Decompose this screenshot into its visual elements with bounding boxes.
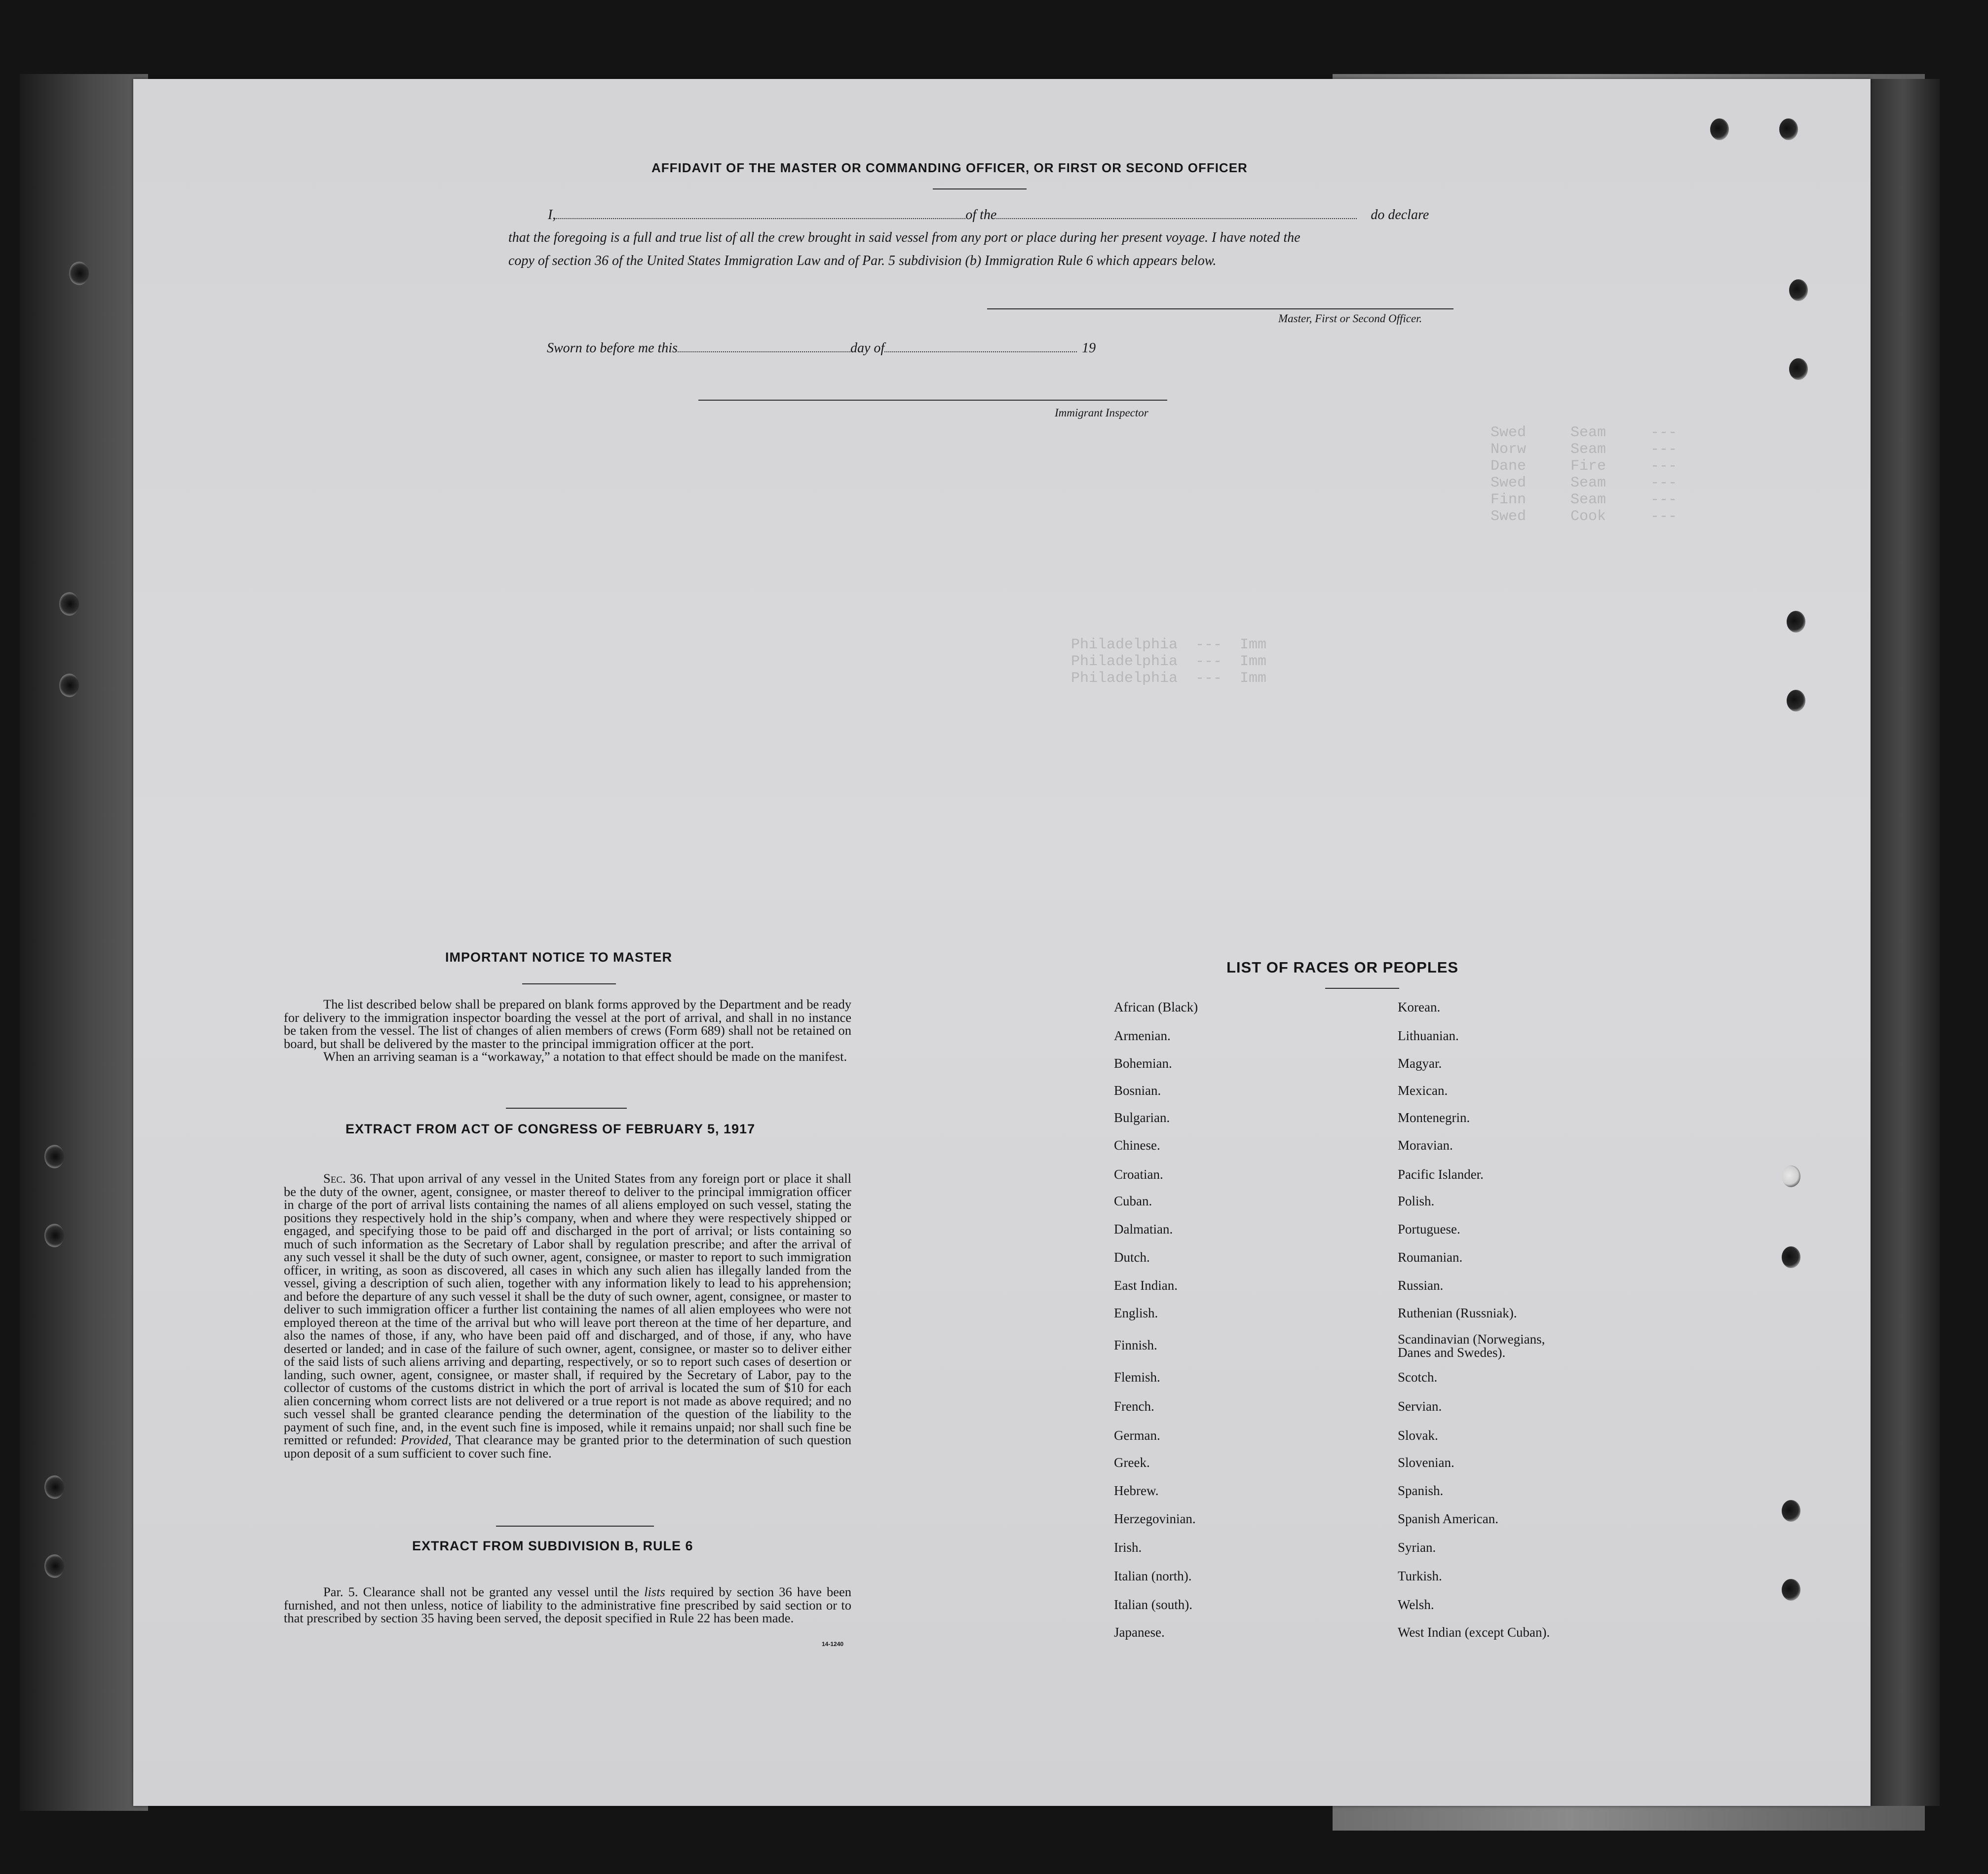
race-entry: African (Black)	[1114, 1000, 1198, 1014]
par-5-text-b: required by section 36 have been furnished, and not then unless, notice of liability to the administrative fine prescribed by said section or to that prescribed by section 35 having been served, the deposit specified in Rule 22 has been made.	[284, 1584, 852, 1625]
punch-hole	[44, 1475, 64, 1499]
race-entry: Bosnian.	[1114, 1083, 1161, 1098]
left-binding-edge	[20, 74, 148, 1811]
scanner-edge-strip	[1866, 79, 1940, 1806]
race-entry: Servian.	[1398, 1399, 1442, 1414]
race-entry: Herzegovinian.	[1114, 1511, 1196, 1526]
race-entry: Spanish American.	[1398, 1511, 1498, 1526]
lists-word: lists	[644, 1584, 665, 1599]
section-36-main: That upon arrival of any vessel in the United States from any foreign port or place it shall be the duty of the owner, agent, consignee, or master thereof to deliver to the principal immigration officer in charge of the port of arrival lists containing the names of all aliens employed on such vessel, stating the positions they respectively hold in the ship’s company, when and where they were respectively shipped or engaged, and specifying those to be paid off and discharged in the port of arrival; or lists containing so much of such information as the Secretary of Labor shall by regulation prescribe; and after the arrival of any such vessel it shall be the duty of such owner, agent, consignee, or master to report to such immigration officer, in writing, as soon as discovered, all cases in which any such alien has illegally landed from the vessel, giving a description of such alien, together with any information likely to lead to his apprehension; and before the departure of any such vessel it shall be the duty of such owner, agent, consignee, or master to deliver to such immigration officer a further list containing the names of all alien employees who were not employed thereon at the time of the arrival but who will leave port thereon at the time of her departure, and also the names of those, if any, who have been paid off and discharged, and of those, if any, who have deserted or landed; and in case of the failure of such owner, agent, consignee, or master so to deliver either of the said lists of such aliens arriving and departing, respectively, or so to report such cases of desertion or landing, such owner, agent, consignee, or master shall, if required by the Secretary of Labor, pay to the collector of customs of the customs district in which the port of arrival is located the sum of $10 for each alien concerning whom correct lists are not delivered or a true report is not made as above required; and no such vessel shall be granted clearance pending the determination of the question of the liability to the payment of such fine, and, in the event such fine is imposed, while it remains unpaid; nor shall such fine be remitted or refunded:	[284, 1171, 851, 1447]
race-entry: German.	[1114, 1428, 1160, 1443]
section-36-text	[284, 1172, 851, 1460]
divider	[933, 188, 1027, 189]
race-entry: Polish.	[1398, 1194, 1435, 1208]
race-entry: Syrian.	[1398, 1540, 1436, 1555]
provided-label: Provided,	[400, 1432, 452, 1447]
race-entry: Armenian.	[1114, 1028, 1171, 1043]
race-entry: Russian.	[1398, 1278, 1444, 1293]
race-entry: Dalmatian.	[1114, 1222, 1173, 1237]
race-entry: East Indian.	[1114, 1278, 1178, 1293]
punch-hole	[1710, 118, 1729, 140]
affidavit-line-1	[548, 207, 1471, 223]
race-entry: Turkish.	[1398, 1569, 1442, 1583]
race-entry: Slovenian.	[1398, 1455, 1454, 1470]
sec-label: Sec. 36.	[323, 1171, 366, 1186]
race-entry: Welsh.	[1398, 1597, 1434, 1612]
year-label: 19	[1082, 340, 1096, 356]
race-entry: Croatian.	[1114, 1167, 1163, 1182]
race-entry: Roumanian.	[1398, 1250, 1463, 1265]
rule-extract-body	[284, 1585, 851, 1625]
divider	[506, 1108, 627, 1109]
punch-hole	[1779, 118, 1798, 140]
race-entry: French.	[1114, 1399, 1154, 1414]
punch-hole	[44, 1145, 64, 1168]
race-entry: Greek.	[1114, 1455, 1150, 1470]
punch-hole	[1789, 279, 1808, 301]
race-entry: Irish.	[1114, 1540, 1142, 1555]
notice-title: IMPORTANT NOTICE TO MASTER	[445, 950, 672, 965]
race-entry: Hebrew.	[1114, 1483, 1159, 1498]
inspector-caption: Immigrant Inspector	[1055, 407, 1148, 419]
race-entry: Portuguese.	[1398, 1222, 1460, 1237]
race-entry: Cuban.	[1114, 1194, 1152, 1208]
signature-caption: Master, First or Second Officer.	[1278, 312, 1422, 325]
act-extract-body	[284, 1172, 851, 1460]
race-entry: Spanish.	[1398, 1483, 1444, 1498]
bleed-through-text: Philadelphia --- Imm Philadelphia --- Imm Philadelphia --- Imm	[1071, 637, 1267, 687]
race-entry: Italian (south).	[1114, 1597, 1192, 1612]
race-entry: Finnish.	[1114, 1338, 1157, 1352]
punch-hole	[69, 262, 89, 285]
race-entry: Montenegrin.	[1398, 1110, 1470, 1125]
affidavit-line-2: that the foregoing is a full and true list of all the crew brought in said vessel from any port or place during her present voyage. I have noted the	[508, 230, 1300, 245]
race-entry: Japanese.	[1114, 1625, 1165, 1640]
race-entry: Bulgarian.	[1114, 1110, 1170, 1125]
sworn-line	[547, 340, 1188, 356]
race-entry: Bohemian.	[1114, 1056, 1172, 1071]
race-entry: Korean.	[1398, 1000, 1441, 1014]
par-5-text	[284, 1585, 851, 1625]
sworn-day-field[interactable]	[678, 351, 850, 352]
declare-label: do declare	[1371, 207, 1429, 223]
race-entry: Moravian.	[1398, 1138, 1453, 1153]
day-of-label: day of	[850, 340, 885, 356]
punch-hole	[1789, 358, 1808, 380]
sworn-month-field[interactable]	[884, 351, 1077, 352]
affidavit-line-3: copy of section 36 of the United States Immigration Law and of Par. 5 subdivision (b) Immigration Rule 6 which appears below.	[508, 253, 1217, 268]
sworn-label: Sworn to before me this	[547, 340, 678, 356]
race-entry: Lithuanian.	[1398, 1028, 1459, 1043]
name-field[interactable]	[556, 218, 965, 219]
bleed-through-text: Swed Seam --- Norw Seam --- Dane Fire --- Swed Seam --- Finn Seam --- Swed Cook ---	[1491, 424, 1678, 525]
affidavit-title: AFFIDAVIT OF THE MASTER OR COMMANDING OFFICER, OR FIRST OR SECOND OFFICER	[651, 160, 1248, 175]
i-label: I,	[548, 207, 556, 223]
punch-hole	[1787, 611, 1805, 633]
punch-hole	[1782, 1246, 1800, 1268]
divider	[522, 983, 616, 984]
punch-hole	[44, 1224, 64, 1247]
race-entry: Magyar.	[1398, 1056, 1442, 1071]
punch-hole	[1782, 1500, 1800, 1522]
inspector-signature-line[interactable]	[698, 400, 1167, 401]
divider	[1325, 988, 1399, 989]
race-entry: English.	[1114, 1306, 1158, 1320]
punch-hole	[59, 592, 79, 616]
signature-line[interactable]	[987, 308, 1453, 309]
punch-hole	[1782, 1165, 1800, 1187]
race-entry: Scotch.	[1398, 1370, 1438, 1385]
races-title: LIST OF RACES OR PEOPLES	[1226, 959, 1459, 976]
punch-hole	[44, 1554, 64, 1578]
divider	[496, 1526, 654, 1527]
punch-hole	[1787, 690, 1805, 712]
race-entry: Dutch.	[1114, 1250, 1150, 1265]
rule-extract-title: EXTRACT FROM SUBDIVISION B, RULE 6	[412, 1538, 693, 1553]
race-entry: Ruthenian (Russniak).	[1398, 1306, 1517, 1320]
form-number: 14-1240	[822, 1641, 844, 1648]
of-the-label: of the	[965, 207, 997, 223]
race-entry: Danes and Swedes).	[1398, 1345, 1506, 1360]
form-page	[133, 79, 1871, 1806]
race-entry: West Indian (except Cuban).	[1398, 1625, 1550, 1640]
race-entry: Slovak.	[1398, 1428, 1438, 1443]
race-entry: Pacific Islander.	[1398, 1167, 1484, 1182]
section-36-end: That clearance may be granted prior to the determination of such question upon deposit of a sum sufficient to cover such fine.	[284, 1432, 851, 1461]
par-label: Par. 5.	[323, 1584, 358, 1599]
notice-paragraph-1: The list described below shall be prepared on blank forms approved by the Department and be ready for delivery to the immigration inspector boarding the vessel at the port of arrival, and shall in no instance be taken from the vessel. The list of changes of alien members of crews (Form 689) shall not be retained on board, but shall be delivered by the master to the principal immigration officer at the port.	[284, 997, 851, 1051]
race-entry: Chinese.	[1114, 1138, 1160, 1153]
race-entry: Mexican.	[1398, 1083, 1448, 1098]
race-entry: Scandinavian (Norwegians,	[1398, 1332, 1545, 1347]
notice-body	[284, 998, 851, 1063]
act-extract-title: EXTRACT FROM ACT OF CONGRESS OF FEBRUARY 5, 1917	[345, 1122, 756, 1136]
notice-paragraph-2: When an arriving seaman is a “workaway,” a notation to that effect should be made on the manifest.	[323, 1049, 847, 1064]
race-entry: Italian (north).	[1114, 1569, 1192, 1583]
race-entry: Flemish.	[1114, 1370, 1160, 1385]
punch-hole	[1782, 1579, 1800, 1601]
vessel-field[interactable]	[996, 218, 1357, 219]
punch-hole	[59, 674, 79, 697]
par-5-text-a: Clearance shall not be granted any vessel until the	[363, 1584, 639, 1599]
